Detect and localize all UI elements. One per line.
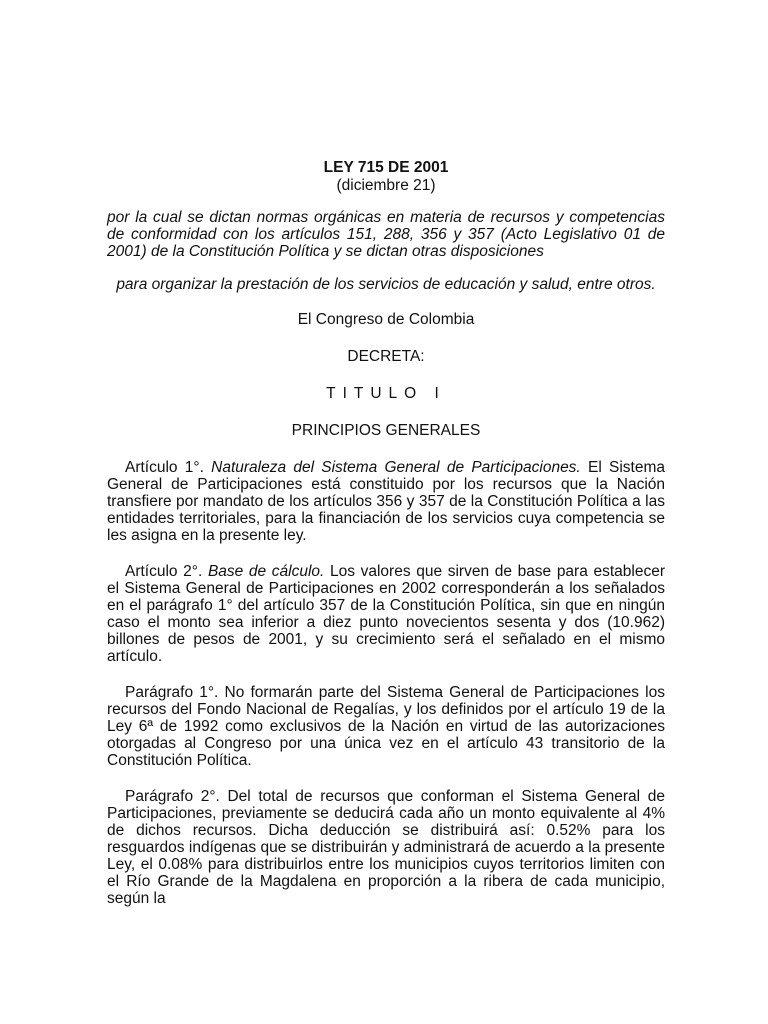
law-date: (diciembre 21) [336, 177, 436, 194]
article-1 [107, 459, 665, 544]
paragraph-2: Parágrafo 2°. Del total de recursos que conforman el Sistema General de Participaciones, previamente se deducirá cada año un monto equivalente al 4% de dichos recursos. Dicha deducción se distribuirá así: 0.52% para los resguardos indígenas que se distribuirán y administrará de acuerdo a la presente Ley, el 0.08% para distribuirlos entre los municipios cuyos territorios limiten con el Río Grande de la Magdalena en proporción a la ribera de cada municipio, según la [107, 788, 665, 907]
decreta-heading: DECRETA: [347, 348, 425, 365]
law-purpose: para organizar la prestación de los servicios de educación y salud, entre otros. [116, 276, 656, 293]
article-1-heading: Naturaleza del Sistema General de Participaciones. [211, 459, 581, 476]
enacting-body: El Congreso de Colombia [297, 311, 475, 328]
section-heading: PRINCIPIOS GENERALES [291, 422, 481, 439]
law-epigraph: por la cual se dictan normas orgánicas en materia de recursos y competencias de conformidad con los artículos 151, 288, 356 y 357 (Acto Legislativo 01 de 2001) de la Constitución Política y se dictan otras disposiciones [107, 209, 665, 260]
title-heading: TITULO I [326, 385, 446, 402]
article-2-body: Los valores que sirven de base para establecer el Sistema General de Participaciones en 2002 corresponderán a los señalados en el parágrafo 1° del artículo 357 de la Constitución Política, sin que en ningún caso el monto sea inferior a diez punto novecientos sesenta y dos (10.962) billones de pesos de 2001, y su crecimiento será el señalado en el mismo artículo. [107, 563, 665, 665]
law-title: LEY 715 DE 2001 [323, 159, 449, 176]
document-body [107, 159, 665, 907]
article-1-label: Artículo 1°. [125, 459, 212, 476]
article-2-heading: Base de cálculo. [207, 563, 325, 580]
article-1-body: El Sistema General de Participaciones está constituido por los recursos que la Nación transfiere por mandato de los artículos 356 y 357 de la Constitución Política a las entidades territoriales, para la financiación de los servicios cuya competencia se les asigna en la presente ley. [107, 459, 665, 544]
article-2-label: Artículo 2°. [125, 563, 208, 580]
paragraph-1: Parágrafo 1°. No formarán parte del Sistema General de Participaciones los recursos del Fondo Nacional de Regalías, y los definidos por el artículo 19 de la Ley 6ª de 1992 como exclusivos de la Nación en virtud de las autorizaciones otorgadas al Congreso por una única vez en el artículo 43 transitorio de la Constitución Política. [107, 684, 665, 769]
article-2 [107, 563, 665, 665]
